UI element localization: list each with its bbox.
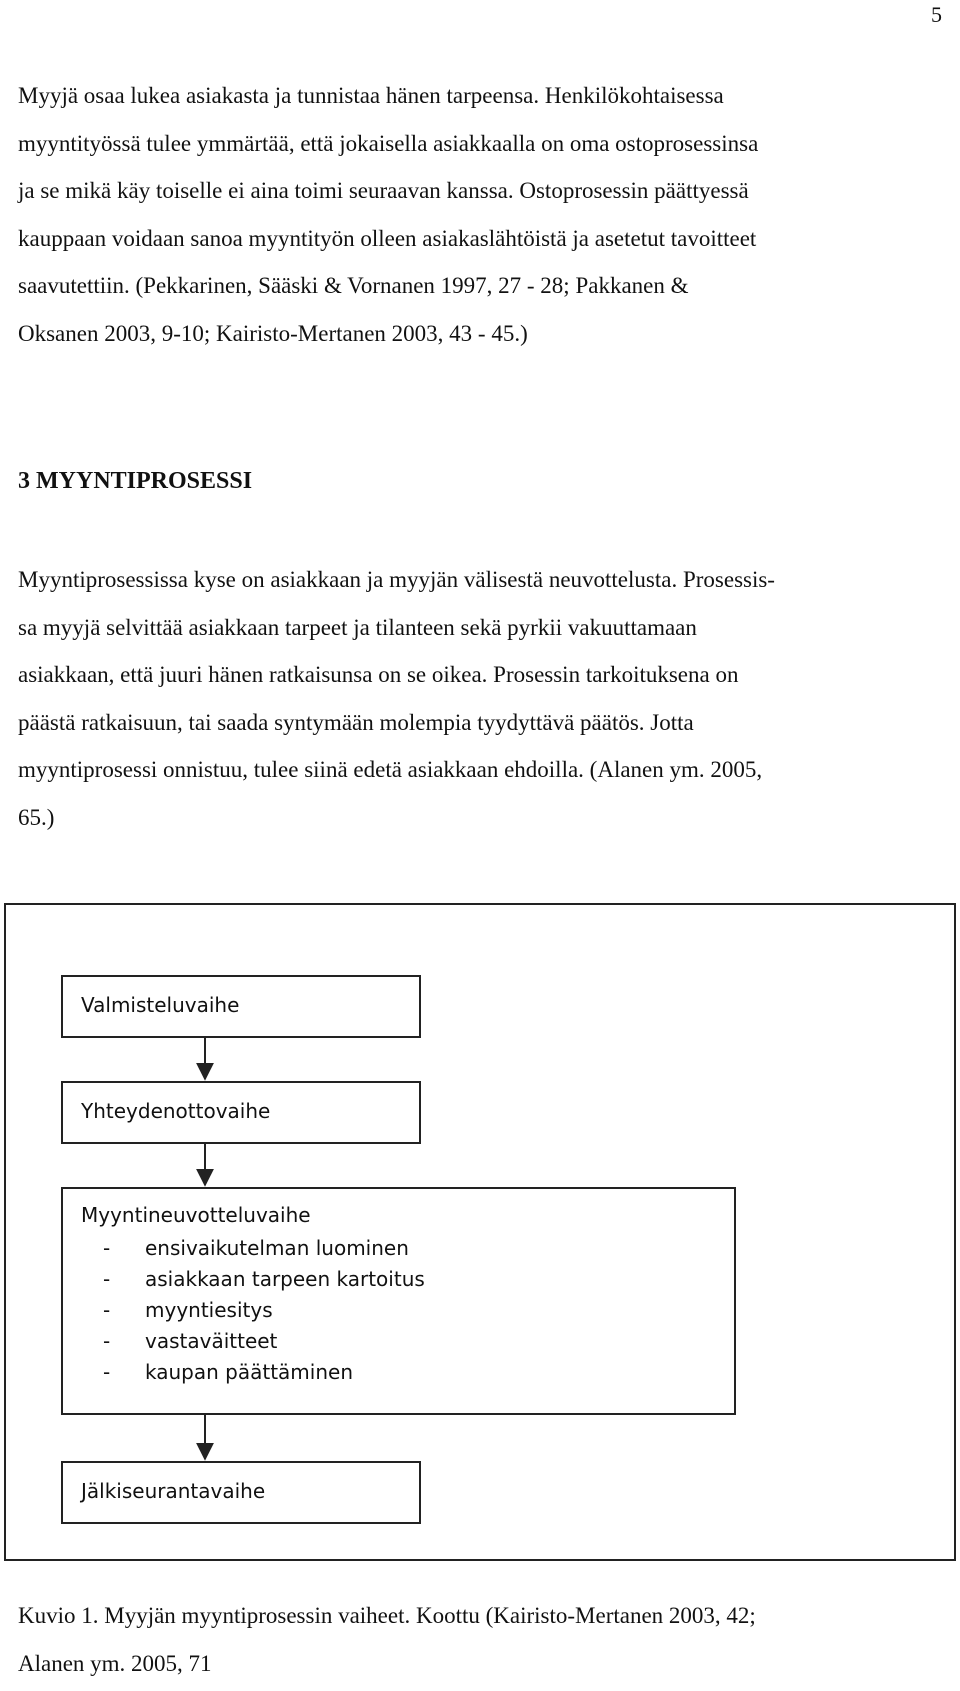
paragraph-process — [18, 556, 938, 841]
negotiation-substeps — [103, 1233, 425, 1388]
text-line: Oksanen 2003, 9-10; Kairisto-Mertanen 2003, 43 - 45.) — [18, 320, 528, 346]
page-number: 5 — [931, 2, 942, 27]
step-label: Valmisteluvaihe — [81, 993, 240, 1017]
text-line: Myyjä osaa lukea asiakasta ja tunnistaa hänen tarpeensa. Henkilökohtaisessa — [18, 83, 724, 108]
paragraph-intro — [18, 72, 938, 357]
list-item: - myyntiesitys — [103, 1298, 273, 1322]
list-item: - kaupan päättäminen — [103, 1360, 353, 1384]
text-line: saavutettiin. (Pekkarinen, Sääski & Vornanen 1997, 27 - 28; Pakkanen & — [18, 273, 689, 298]
step-preparation — [61, 975, 421, 1038]
list-item: - vastaväitteet — [103, 1329, 278, 1353]
text-line: Alanen ym. 2005, 71 — [18, 1650, 212, 1676]
step-negotiation — [61, 1187, 736, 1415]
section-heading: 3 MYYNTIPROSESSI — [18, 468, 253, 494]
text-line: kauppaan voidaan sanoa myyntityön olleen asiakaslähtöistä ja asetetut tavoitteet — [18, 225, 757, 251]
step-label: Yhteydenottovaihe — [81, 1099, 271, 1123]
text-line: Kuvio 1. Myyjän myyntiprosessin vaiheet. Koottu (Kairisto-Mertanen 2003, 42; — [18, 1603, 756, 1628]
text-line: 65.) — [18, 804, 55, 830]
figure-caption — [18, 1592, 756, 1687]
step-contact — [61, 1081, 421, 1144]
step-label: Myyntineuvotteluvaihe — [81, 1203, 311, 1227]
text-line: myyntityössä tulee ymmärtää, että jokaisella asiakkaalla on oma ostoprosessinsa — [18, 130, 759, 156]
text-line: ja se mikä käy toiselle ei aina toimi seuraavan kanssa. Ostoprosessin päättyessä — [18, 178, 749, 203]
text-line: myyntiprosessi onnistuu, tulee siinä edetä asiakkaan ehdoilla. (Alanen ym. 2005, — [18, 757, 763, 782]
text-line: sa myyjä selvittää asiakkaan tarpeet ja tilanteen sekä pyrkii vakuuttamaan — [18, 614, 697, 640]
text-line: asiakkaan, että juuri hänen ratkaisunsa on se oikea. Prosessin tarkoituksena on — [18, 662, 739, 687]
text-line: päästä ratkaisuun, tai saada syntymään molempia tyydyttävä päätös. Jotta — [18, 709, 694, 735]
list-item: - ensivaikutelman luominen — [103, 1236, 409, 1260]
sales-process-figure — [4, 903, 956, 1561]
list-item: - asiakkaan tarpeen kartoitus — [103, 1267, 425, 1291]
step-follow-up — [61, 1461, 421, 1524]
step-label: Jälkiseurantavaihe — [81, 1479, 266, 1503]
text-line: Myyntiprosessissa kyse on asiakkaan ja myyjän välisestä neuvottelusta. Prosessis- — [18, 567, 775, 592]
